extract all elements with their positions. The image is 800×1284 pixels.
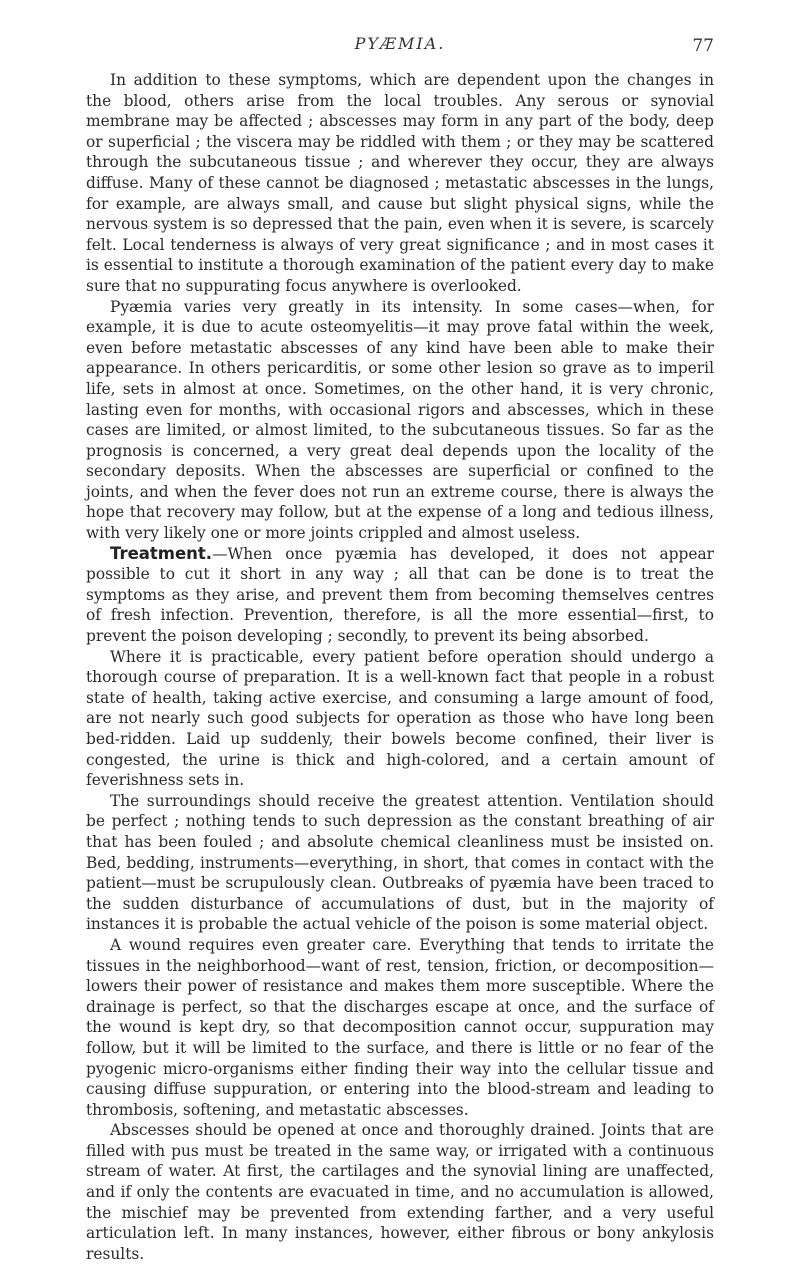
treatment-text: —When once pyæmia has developed, it does not appear possible to cut it short in any way ; all that can be done is to treat the symptoms as they arise, and prevent them from becoming themselves centres of fresh infection. Prevention, therefore, is all the more essential—first, to prevent the poison developing ; secondly, to prevent its being absorbed.: [86, 544, 714, 646]
paragraph-treatment: [86, 544, 714, 647]
treatment-heading: Treatment.: [110, 543, 213, 563]
paragraph-wound-care: A wound requires even greater care. Everything that tends to irritate the tissues in the neighborhood—want of rest, tension, friction, or decomposition—lowers their power of resistance and makes them more susceptible. Where the drainage is perfect, so that the discharges escape at once, and the surface of the wound is kept dry, so that decomposition cannot occur, suppuration may follow, but it will be limited to the surface, and there is little or no fear of the pyogenic micro-organisms either finding their way into the cellular tissue and causing diffuse suppuration, or entering into the blood-stream and leading to thrombosis, softening, and metastatic abscesses.: [86, 935, 714, 1119]
page-number: 77: [692, 36, 714, 56]
body-text: [86, 70, 714, 1264]
paragraph-abscesses: Abscesses should be opened at once and thoroughly drained. Joints that are filled with pus must be treated in the same way, or irrigated with a continuous stream of water. At first, the cartilages and the synovial lining are unaffected, and if only the contents are evacuated in time, and no accumulation is allowed, the mischief may be prevented from extending farther, and a very useful articulation left. In many instances, however, either fibrous or bony ankylosis results.: [86, 1121, 714, 1263]
paragraph-preparation: Where it is practicable, every patient before operation should undergo a thorough course of preparation. It is a well-known fact that people in a robust state of health, taking active exercise, and consuming a large amount of food, are not nearly such good subjects for operation as those who have long been bed-ridden. Laid up suddenly, their bowels become confined, their liver is congested, the urine is thick and high-colored, and a certain amount of feverishness sets in.: [86, 647, 714, 790]
page-header: [86, 34, 714, 64]
paragraph-symptoms: In addition to these symptoms, which are dependent upon the changes in the blood, others arise from the local troubles. Any serous or synovial membrane may be affected ; abscesses may form in any part of the body, deep or superficial ; the viscera may be riddled with them ; or they may be scattered through the subcutaneous tissue ; and wherever they occur, they are always diffuse. Many of these cannot be diagnosed ; metastatic abscesses in the lungs, for example, are always small, and cause but slight physical signs, while the nervous system is so depressed that the pain, even when it is severe, is scarcely felt. Local tenderness is always of very great significance ; and in most cases it is essential to institute a thorough examination of the patient every day to make sure that no suppurating focus anywhere is overlooked.: [86, 71, 714, 295]
paragraph-surroundings: The surroundings should receive the greatest attention. Ventilation should be perfect ; nothing tends to such depression as the constant breathing of air that has been fouled ; and absolute chemical cleanliness must be insisted on. Bed, bedding, instruments—everything, in short, that comes in contact with the patient—must be scrupulously clean. Outbreaks of pyæmia have been traced to the sudden disturbance of accumulations of dust, but in the majority of instances it is probable the actual vehicle of the poison is some material object.: [86, 791, 714, 934]
running-title: PYÆMIA.: [354, 34, 446, 53]
paragraph-intensity: Pyæmia varies very greatly in its intensity. In some cases—when, for example, it is due to acute osteomyelitis—it may prove fatal within the week, even before metastatic abscesses of any kind have been able to make their appearance. In others pericarditis, or some other lesion so grave as to imperil life, sets in almost at once. Sometimes, on the other hand, it is very chronic, lasting even for months, with occasional rigors and abscesses, which in these cases are limited, or almost limited, to the subcutaneous tissues. So far as the prognosis is concerned, a very great deal depends upon the locality of the secondary deposits. When the abscesses are superficial or confined to the joints, and when the fever does not run an extreme course, there is always the hope that recovery may follow, but at the expense of a long and tedious illness, with very likely one or more joints crippled and almost useless.: [86, 297, 714, 543]
